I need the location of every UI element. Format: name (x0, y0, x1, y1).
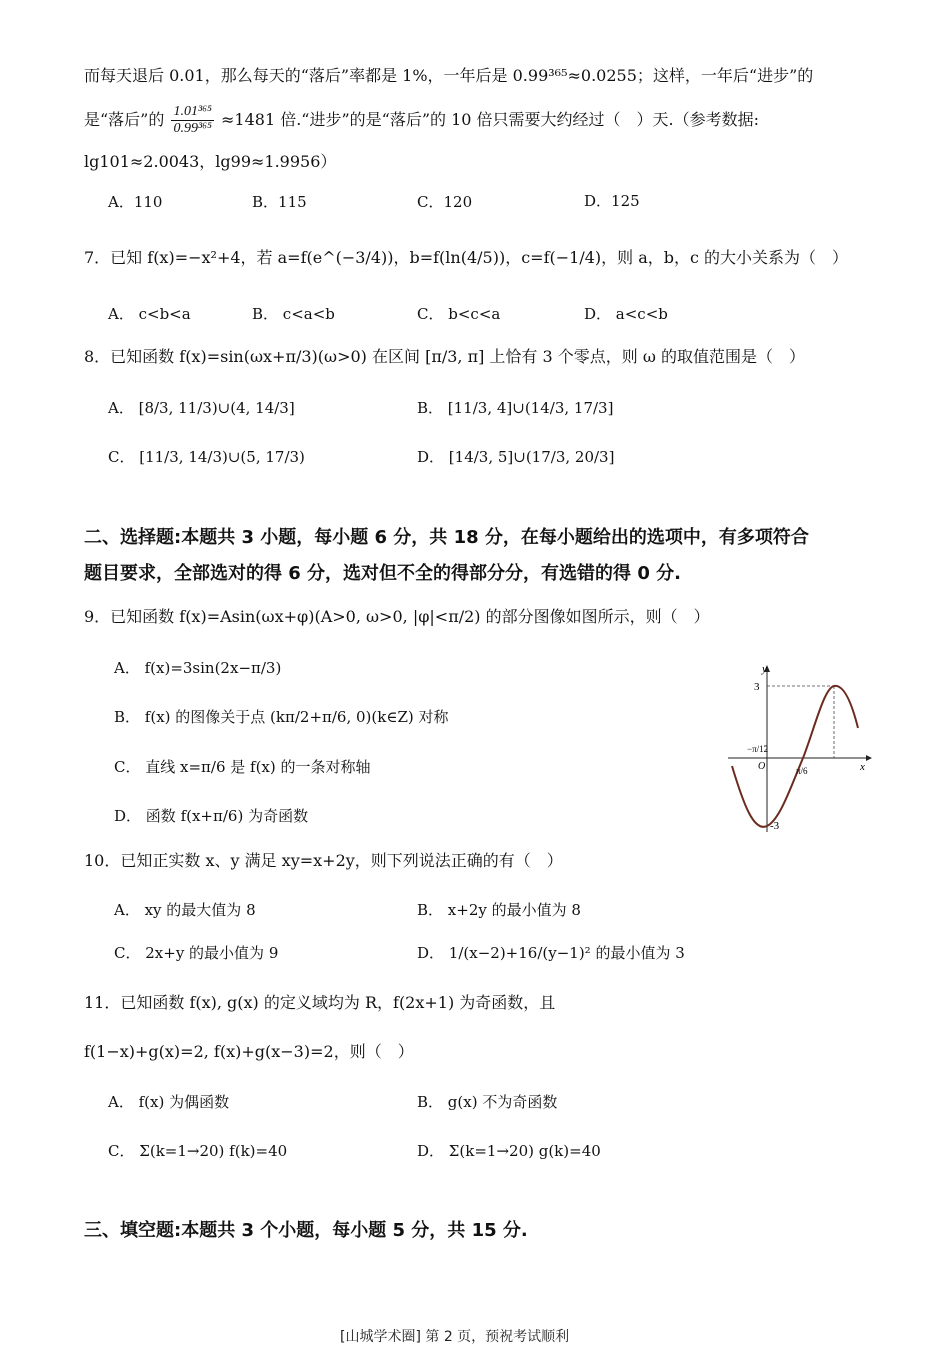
q10-option-a[interactable]: A． xy 的最大值为 8 (114, 901, 256, 919)
min-value-label: -3 (770, 820, 780, 832)
x-axis-label: x (860, 761, 865, 773)
q10-option-c[interactable]: C． 2x+y 的最小值为 9 (114, 944, 279, 962)
q7-option-c[interactable]: C． b<c<a (417, 305, 501, 323)
q7-option-d[interactable]: D． a<c<b (584, 305, 668, 323)
q6-line2 (84, 104, 759, 137)
q9-option-d[interactable]: D． 函数 f(x+π/6) 为奇函数 (114, 807, 309, 825)
page-footer: [山城学术圈] 第 2 页，预祝考试顺利 (340, 1329, 570, 1345)
q9-option-b[interactable]: B． f(x) 的图像关于点 (kπ/2+π/6, 0)(k∈Z) 对称 (114, 708, 449, 726)
sine-curve (732, 686, 858, 827)
q6-option-c[interactable]: C．120 (417, 193, 473, 211)
q9-option-a[interactable]: A． f(x)=3sin(2x−π/3) (114, 659, 282, 677)
pos-tick-label: π/6 (796, 766, 808, 776)
section2-heading-line2: 题目要求，全部选对的得 6 分，选对但不全的得部分分，有选错的得 0 分. (84, 563, 681, 584)
q10-option-d[interactable]: D． 1/(x−2)+16/(y−1)² 的最小值为 3 (417, 944, 685, 962)
q9-sine-graph (720, 656, 880, 836)
q8-option-b[interactable]: B． [11/3, 4]∪(14/3, 17/3] (417, 399, 614, 417)
q6-option-b[interactable]: B．115 (252, 193, 307, 211)
q6-line2-post: ≈1481 倍.“进步”的是“落后”的 10 倍只需要大约经过（ ）天.（参考数据: (221, 110, 760, 129)
q8-option-a[interactable]: A． [8/3, 11/3)∪(4, 14/3] (108, 399, 295, 417)
q7-option-a[interactable]: A． c<b<a (108, 305, 191, 323)
q6-option-a[interactable]: A．110 (108, 193, 163, 211)
q11-option-d[interactable]: D． Σ(k=1→20) g(k)=40 (417, 1142, 601, 1160)
q11-option-b[interactable]: B． g(x) 不为奇函数 (417, 1093, 558, 1111)
q6-frac-den: 0.99³⁶⁵ (173, 121, 212, 136)
q7-option-b[interactable]: B． c<a<b (252, 305, 335, 323)
x-axis-arrow-icon (866, 755, 872, 761)
section2-heading-line1: 二、选择题:本题共 3 小题，每小题 6 分，共 18 分，在每小题给出的选项中，有多项符合 (84, 527, 809, 548)
q10-stem: 10．已知正实数 x、y 满足 xy=x+2y，则下列说法正确的有（ ） (84, 851, 563, 870)
y-axis-label: y (762, 663, 767, 675)
neg-tick-label: −π/12 (747, 744, 769, 754)
q9-option-c[interactable]: C． 直线 x=π/6 是 f(x) 的一条对称轴 (114, 758, 371, 776)
q11-option-c[interactable]: C． Σ(k=1→20) f(k)=40 (108, 1142, 288, 1160)
q6-line2-pre: 是“落后”的 (84, 110, 165, 129)
q8-option-d[interactable]: D． [14/3, 5]∪(17/3, 20/3] (417, 448, 615, 466)
q8-stem: 8．已知函数 f(x)=sin(ωx+π/3)(ω>0) 在区间 [π/3, π] 上恰有 3 个零点，则 ω 的取值范围是（ ） (84, 347, 805, 366)
q11-stem-line1: 11．已知函数 f(x), g(x) 的定义域均为 R，f(2x+1) 为奇函数，且 (84, 993, 556, 1012)
max-value-label: 3 (754, 681, 760, 693)
q10-option-b[interactable]: B． x+2y 的最小值为 8 (417, 901, 581, 919)
q6-line3: lg101≈2.0043，lg99≈1.9956） (84, 152, 337, 171)
q11-stem-line2: f(1−x)+g(x)=2, f(x)+g(x−3)=2，则（ ） (84, 1042, 414, 1061)
q6-option-d[interactable]: D．125 (584, 192, 640, 210)
q8-option-c[interactable]: C． [11/3, 14/3)∪(5, 17/3) (108, 448, 305, 466)
section3-heading: 三、填空题:本题共 3 个小题，每小题 5 分，共 15 分. (84, 1220, 528, 1241)
q6-frac-num: 1.01³⁶⁵ (173, 104, 212, 119)
q9-stem: 9．已知函数 f(x)=Asin(ωx+φ)(A>0, ω>0, |φ|<π/2) 的部分图像如图所示，则（ ） (84, 607, 710, 626)
q7-stem: 7．已知 f(x)=−x²+4，若 a=f(e^(−3/4))，b=f(ln(4/5))，c=f(−1/4)，则 a，b，c 的大小关系为（ ） (84, 248, 849, 267)
origin-label: O (758, 761, 766, 772)
q11-option-a[interactable]: A． f(x) 为偶函数 (108, 1093, 230, 1111)
q6-fraction (171, 104, 213, 137)
q6-line1: 而每天退后 0.01，那么每天的“落后”率都是 1%，一年后是 0.99³⁶⁵≈0.0255；这样，一年后“进步”的 (84, 66, 814, 85)
